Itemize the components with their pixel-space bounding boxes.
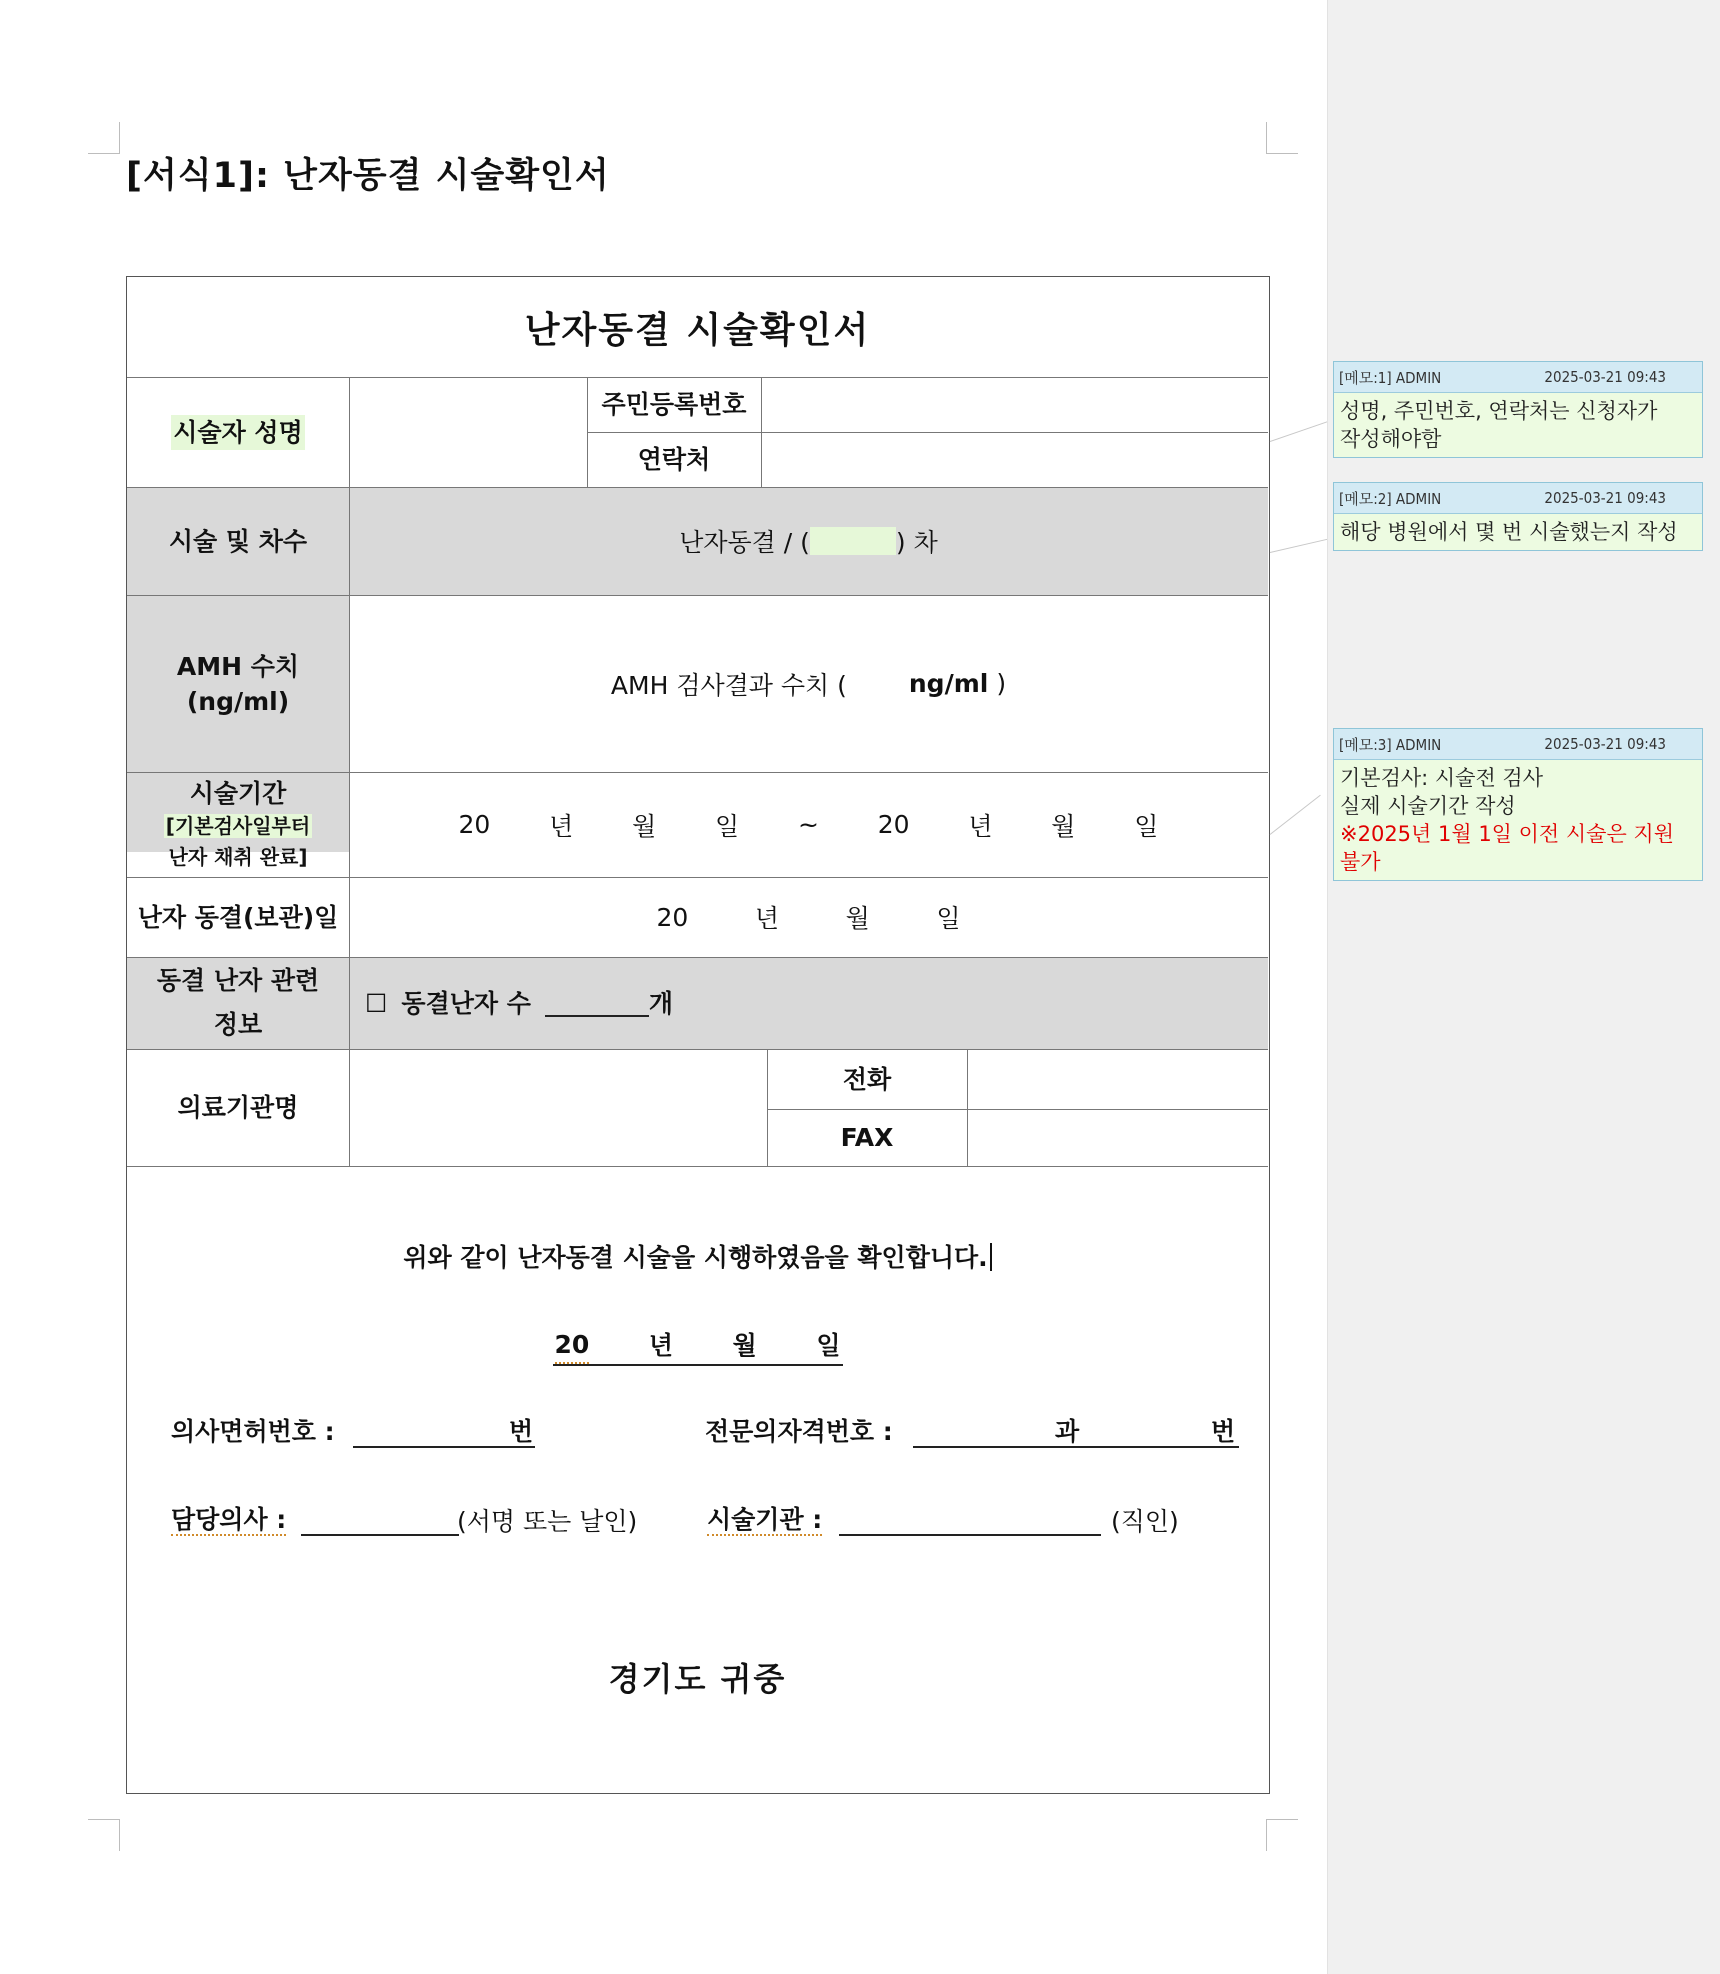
memo-connector-1 — [1270, 421, 1329, 442]
fax-field[interactable] — [967, 1109, 1268, 1166]
memo-3[interactable] — [1333, 728, 1703, 881]
patient-name-label: 시술자 성명 — [127, 377, 349, 487]
crop-mark-top-left — [88, 122, 120, 154]
institution-sign-label: 시술기관 : — [707, 1505, 823, 1534]
memo-pane — [1327, 0, 1720, 1974]
period-label: 시술기간 [기본검사일부터 난자 채취 완료] — [165, 778, 311, 869]
crop-mark-bottom-left — [88, 1819, 120, 1851]
crop-mark-top-right — [1266, 122, 1298, 154]
specialist-unit: 번 — [1211, 1417, 1236, 1446]
frozen-count-field: ☐ 동결난자 수 개 — [349, 957, 1268, 1049]
amh-label: AMH 수치 (ng/ml) — [176, 651, 300, 716]
procedure-suffix: ) 차 — [895, 528, 938, 557]
memo-1-body[interactable]: 성명, 주민번호, 연락처는 신청자가 작성해야함 — [1340, 399, 1658, 451]
doctor-label: 담당의사 : — [171, 1505, 287, 1534]
institution-seal-input[interactable] — [839, 1500, 1101, 1536]
addressee: 경기도 귀중 — [608, 1660, 787, 1698]
memo-2-timestamp: 2025-03-21 09:43 — [1544, 489, 1666, 507]
memo-3-header: [메모:3] ADMIN 2025-03-21 09:43 — [1334, 729, 1702, 760]
memo-1-timestamp: 2025-03-21 09:43 — [1544, 368, 1666, 386]
procedure-prefix: 난자동결 / ( — [679, 528, 810, 557]
license-unit: 번 — [509, 1417, 534, 1446]
memo-connector-3 — [1270, 795, 1321, 835]
period-date-range: 20 년 월 일 ~ 20 년 월 일 — [458, 810, 1159, 841]
freeze-date-field[interactable]: 20 년 월 일 — [656, 902, 961, 933]
institution-seal-note: (직인) — [1111, 1507, 1179, 1536]
frozen-count-input[interactable] — [545, 989, 649, 1017]
memo-2[interactable] — [1333, 482, 1703, 551]
text-cursor — [990, 1243, 992, 1271]
contact-label: 연락처 — [637, 445, 711, 474]
confirmation-form — [126, 276, 1270, 1794]
institution-field[interactable] — [349, 1049, 767, 1166]
fax-label: FAX — [840, 1123, 894, 1152]
doctor-sign-input[interactable] — [301, 1500, 459, 1536]
frozen-count-checkbox[interactable]: ☐ — [365, 988, 388, 1018]
specialist-dept-unit: 과 — [1055, 1417, 1080, 1446]
procedure-field[interactable] — [349, 487, 1268, 595]
amh-unit: ng/ml — [908, 669, 989, 698]
memo-connector-2 — [1270, 538, 1331, 553]
row-divider — [127, 1166, 1268, 1167]
memo-3-timestamp: 2025-03-21 09:43 — [1544, 735, 1666, 753]
document-heading[interactable]: [서식1]: 난자동결 시술확인서 — [126, 156, 610, 196]
license-label: 의사면허번호 : — [171, 1417, 335, 1446]
contact-field[interactable] — [761, 432, 1268, 487]
phone-label: 전화 — [842, 1064, 892, 1094]
rrn-field[interactable] — [761, 377, 1268, 432]
crop-mark-bottom-right — [1266, 1819, 1298, 1851]
memo-3-warning: ※2025년 1월 1일 이전 시술은 지원 — [1340, 822, 1674, 846]
doctor-sign-note: (서명 또는 날인) — [457, 1507, 638, 1536]
frozen-info-label: 동결 난자 관련 정보 — [156, 966, 320, 1039]
memo-3-body[interactable]: 기본검사: 시술전 검사 실제 시술기간 작성 ※2025년 1월 1일 이전 시술은 지원 불가 — [1334, 760, 1702, 880]
freeze-date-label: 난자 동결(보관)일 — [137, 902, 339, 932]
confirm-date[interactable]: 20 년 월 일 — [127, 1326, 1268, 1366]
memo-1-header: [메모:1] ADMIN 2025-03-21 09:43 — [1334, 362, 1702, 393]
period-field[interactable] — [349, 772, 1268, 877]
memo-2-body[interactable]: 해당 병원에서 몇 번 시술했는지 작성 — [1340, 520, 1678, 544]
specialist-label: 전문의자격번호 : — [705, 1417, 893, 1446]
rrn-label: 주민등록번호 — [601, 390, 747, 419]
institution-label: 의료기관명 — [177, 1093, 299, 1122]
procedure-count-input[interactable] — [810, 527, 896, 555]
memo-1[interactable] — [1333, 361, 1703, 458]
patient-name-field[interactable] — [349, 377, 587, 487]
amh-field[interactable]: AMH 검사결과 수치 ( ng/ml ) — [610, 669, 1007, 700]
memo-2-header: [메모:2] ADMIN 2025-03-21 09:43 — [1334, 483, 1702, 514]
procedure-label: 시술 및 차수 — [168, 526, 308, 556]
confirm-sentence: 위와 같이 난자동결 시술을 시행하였음을 확인합니다. — [127, 1237, 1268, 1277]
form-title: 난자동결 시술확인서 — [524, 309, 871, 351]
license-input[interactable] — [353, 1412, 535, 1448]
phone-field[interactable] — [967, 1049, 1268, 1109]
